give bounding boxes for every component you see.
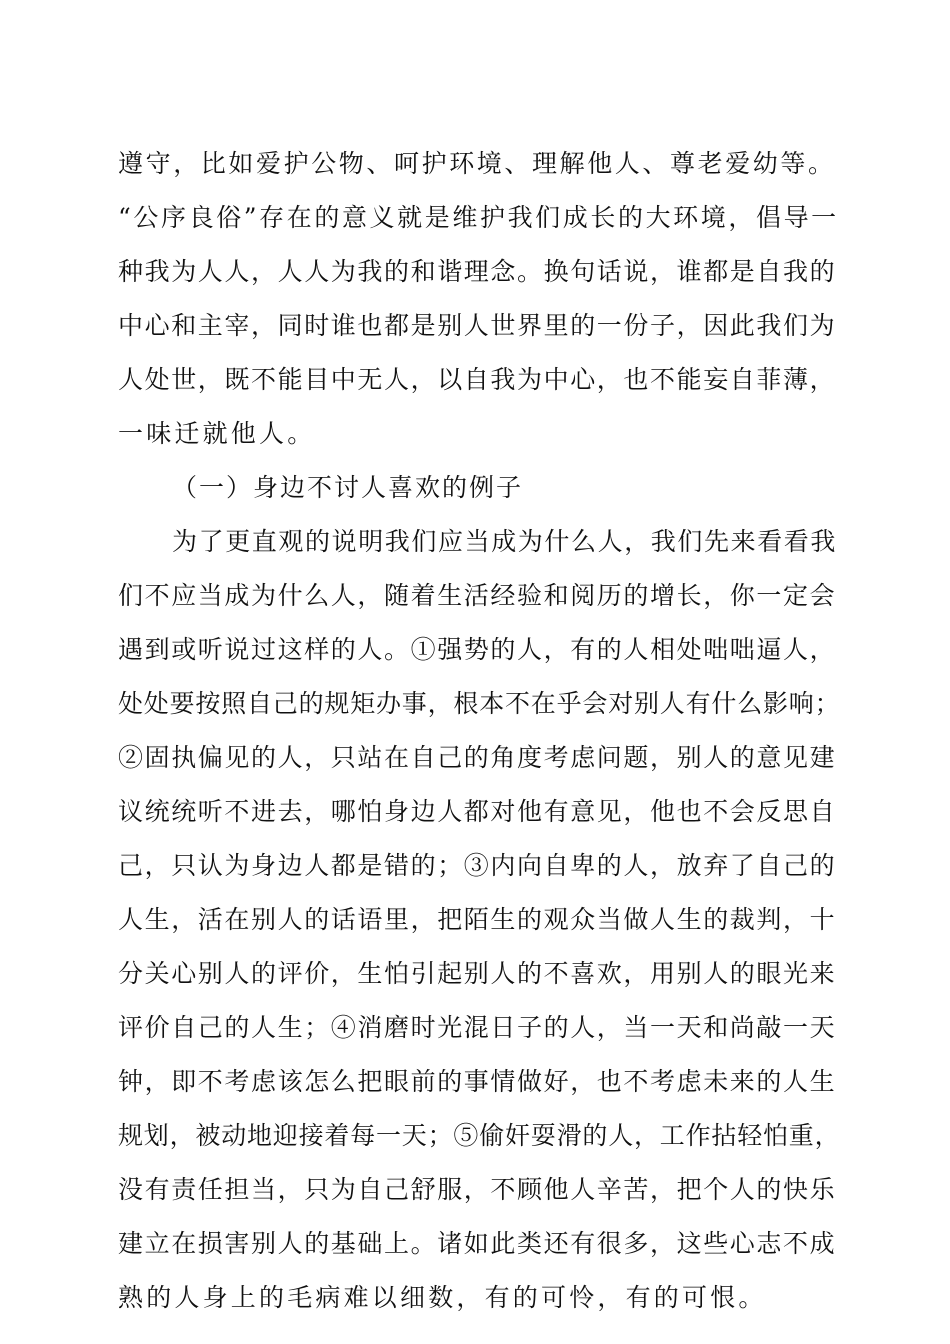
- paragraph-line: 为了更直观的说明我们应当成为什么人，我们先来看看我: [172, 527, 838, 556]
- paragraph-line: 钟，即不考虑该怎么把眼前的事情做好，也不考虑未来的人生: [118, 1067, 837, 1096]
- paragraph-line: 己，只认为身边人都是错的；③内向自卑的人，放弃了自己的: [118, 851, 837, 880]
- paragraph-line: “公序良俗”存在的意义就是维护我们成长的大环境，倡导一: [118, 203, 839, 232]
- paragraph-line: 建立在损害别人的基础上。诸如此类还有很多，这些心志不成: [118, 1229, 837, 1258]
- paragraph-line: 分关心别人的评价，生怕引起别人的不喜欢，用别人的眼光来: [118, 959, 837, 988]
- paragraph-line: 人处世，既不能目中无人，以自我为中心，也不能妄自菲薄，: [118, 365, 837, 394]
- paragraph-line: ②固执偏见的人，只站在自己的角度考虑问题，别人的意见建: [118, 743, 837, 772]
- paragraph-line: 种我为人人，人人为我的和谐理念。换句话说，谁都是自我的: [118, 257, 837, 286]
- paragraph-line: 没有责任担当，只为自己舒服，不顾他人辛苦，把个人的快乐: [118, 1175, 837, 1204]
- paragraph-line: 规划，被动地迎接着每一天；⑤偷奸耍滑的人，工作拈轻怕重，: [118, 1121, 841, 1150]
- paragraph-line: 议统统听不进去，哪怕身边人都对他有意见，他也不会反思自: [118, 797, 837, 826]
- paragraph-line: 遵守，比如爱护公物、呵护环境、理解他人、尊老爱幼等。: [118, 149, 836, 178]
- paragraph-line: 们不应当成为什么人，随着生活经验和阅历的增长，你一定会: [118, 581, 837, 610]
- paragraph-line: 熟的人身上的毛病难以细数，有的可怜，有的可恨。: [118, 1283, 767, 1312]
- paragraph-line: 评价自己的人生；④消磨时光混日子的人，当一天和尚敲一天: [118, 1013, 837, 1042]
- paragraph-line: 人生，活在别人的话语里，把陌生的观众当做人生的裁判，十: [118, 905, 837, 934]
- paragraph-line: 遇到或听说过这样的人。①强势的人，有的人相处咄咄逼人，: [118, 635, 837, 664]
- paragraph-line: 中心和主宰，同时谁也都是别人世界里的一份子，因此我们为: [118, 311, 837, 340]
- paragraph-line: 一味迁就他人。: [118, 419, 316, 448]
- section-heading-1: （一）身边不讨人喜欢的例子: [172, 473, 524, 502]
- paragraph-line: 处处要按照自己的规矩办事，根本不在乎会对别人有什么影响；: [118, 689, 841, 718]
